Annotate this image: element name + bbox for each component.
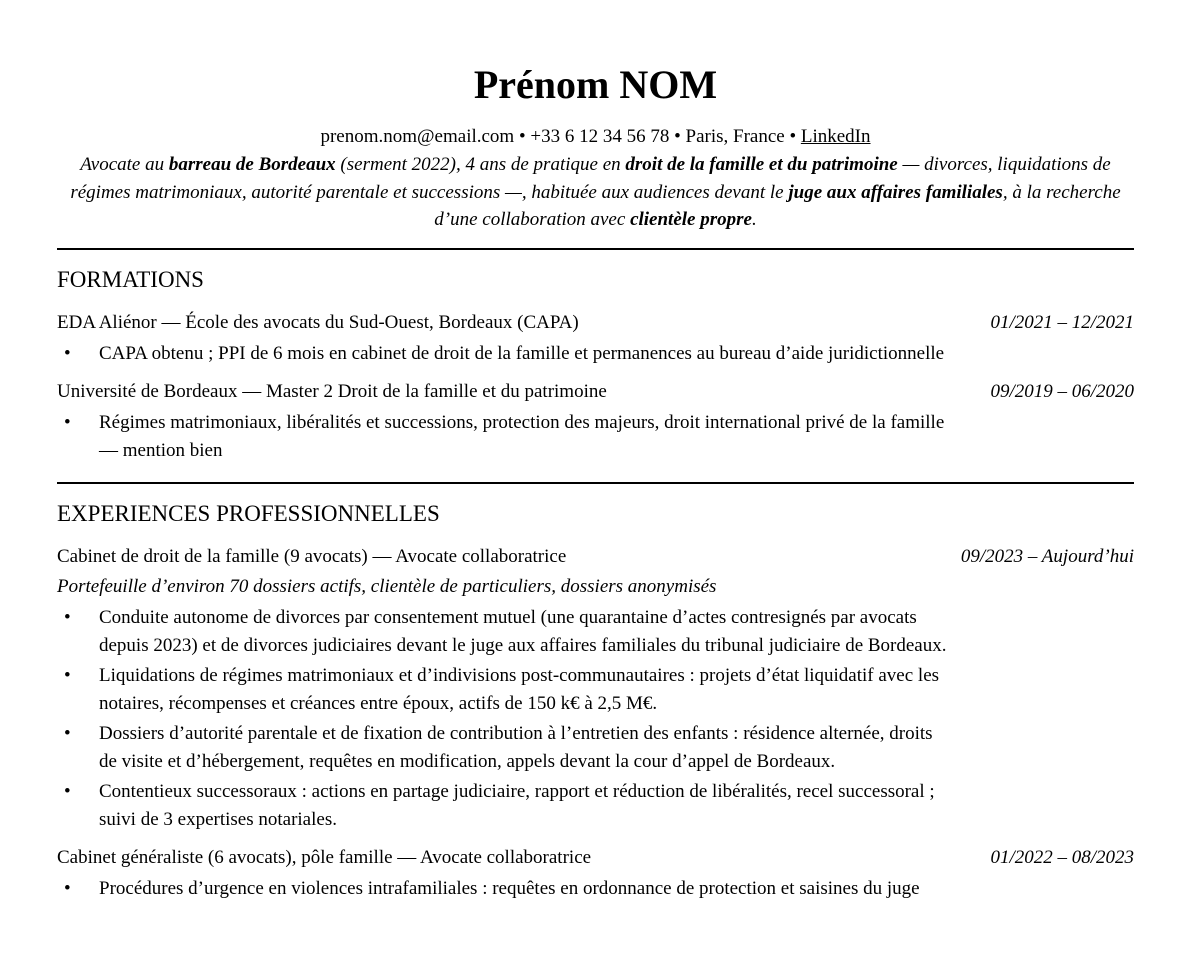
summary-text: (serment 2022), 4 ans de pratique en — [335, 154, 626, 175]
list-item: • CAPA obtenu ; PPI de 6 mois en cabinet de droit de la famille et permanences au bureau d’aide juridictionnelle — [57, 340, 947, 368]
linkedin-link[interactable]: LinkedIn — [800, 126, 871, 147]
contact-separator: • — [784, 126, 801, 147]
formation-entry — [57, 310, 1134, 368]
entry-organization: Cabinet généraliste (6 avocats), pôle famille — Avocate collaboratrice — [57, 846, 592, 868]
entry-date: 01/2021 – 12/2021 — [990, 311, 1134, 333]
entry-bullets — [57, 604, 947, 834]
summary-text: — divorces, liquidations de régimes matrimoniaux, autorité parentale et successions —, habituée aux audiences devant le — [70, 154, 1111, 203]
entry-description: Portefeuille d’environ 70 dossiers actifs, clientèle de particuliers, dossiers anonymisés — [57, 575, 717, 597]
contact-email[interactable]: prenom.nom@email.com — [320, 126, 515, 147]
resume-name: Prénom NOM — [473, 62, 718, 107]
contact-line — [57, 125, 1134, 149]
entry-bullets — [57, 340, 947, 368]
list-item: • Dossiers d’autorité parentale et de fixation de contribution à l’entretien des enfants : résidence alternée, droits de visite et d’hébergement, requêtes en modification, appels devant la cour d’appel de Bordeaux. — [57, 720, 947, 776]
list-item: • Liquidations de régimes matrimoniaux et d’indivisions post-communautaires : projets d’état liquidatif avec les notaires, récompenses et créances entre époux, actifs de 150 k€ à 2,5 M€. — [57, 662, 947, 718]
summary-text: , à la recherche d’une collaboration avec — [434, 181, 1121, 230]
section-title-formations: FORMATIONS — [57, 266, 204, 292]
entry-organization: EDA Aliénor — École des avocats du Sud-Ouest, Bordeaux (CAPA) — [57, 311, 579, 333]
list-item: • Régimes matrimoniaux, libéralités et successions, protection des majeurs, droit international privé de la famille — mention bien — [57, 409, 947, 465]
contact-city: Paris, France — [685, 126, 785, 147]
list-item: • Contentieux successoraux : actions en partage judiciaire, rapport et réduction de libéralités, recel successoral ; suivi de 3 expertises notariales. — [57, 778, 947, 834]
entry-date: 09/2019 – 06/2020 — [990, 380, 1134, 402]
entry-date: 01/2022 – 08/2023 — [990, 846, 1134, 868]
list-item: • Procédures d’urgence en violences intrafamiliales : requêtes en ordonnance de protection et saisines du juge — [57, 875, 947, 903]
experience-entry — [57, 544, 1134, 834]
summary-text: Avocate au — [80, 154, 169, 175]
summary-text: . — [751, 209, 757, 230]
section-divider — [57, 248, 1134, 250]
resume-page — [57, 0, 1134, 903]
contact-phone: +33 6 12 34 56 78 — [530, 126, 670, 147]
contact-separator: • — [669, 126, 686, 147]
summary-highlight: clientèle propre — [630, 209, 752, 230]
section-title-experiences: EXPERIENCES PROFESSIONNELLES — [57, 500, 440, 526]
contact-separator: • — [514, 126, 531, 147]
summary-highlight: barreau de Bordeaux — [168, 154, 336, 175]
summary-highlight: juge aux affaires familiales — [788, 181, 1003, 203]
profile-summary — [65, 151, 1126, 234]
entry-organization: Université de Bordeaux — Master 2 Droit de la famille et du patrimoine — [57, 380, 607, 402]
experience-entry — [57, 845, 1134, 903]
formation-entry — [57, 379, 1134, 465]
list-item: • Conduite autonome de divorces par consentement mutuel (une quarantaine d’actes contresignés par avocats depuis 2023) et de divorces judiciaires devant le juge aux affaires familiales du tribunal judiciaire de Bordeaux. — [57, 604, 947, 660]
entry-bullets — [57, 409, 947, 465]
entry-date: 09/2023 – Aujourd’hui — [960, 545, 1134, 567]
section-divider — [57, 482, 1134, 484]
entry-organization: Cabinet de droit de la famille (9 avocats) — Avocate collaboratrice — [57, 545, 567, 567]
entry-bullets — [57, 875, 947, 903]
summary-highlight: droit de la famille et du patrimoine — [625, 154, 898, 175]
